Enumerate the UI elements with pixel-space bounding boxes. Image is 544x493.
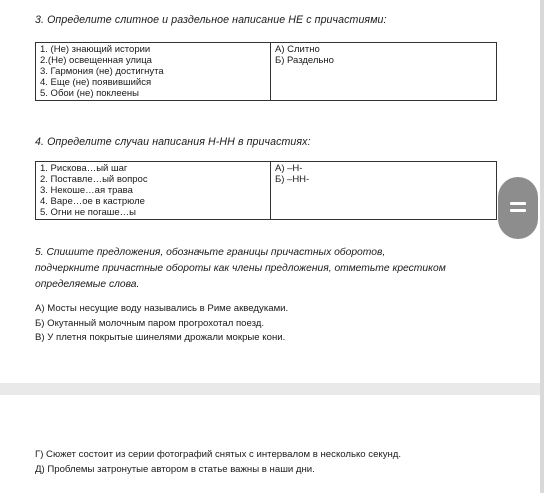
task4-table [35, 161, 497, 220]
page-gap [0, 383, 544, 395]
task5-sentence: Б) Окутанный молочным паром прогрохотал поезд. [35, 318, 265, 329]
task3-item: 1. (Не) знающий истории [40, 44, 151, 55]
task5-sentence: Г) Сюжет состоит из серии фотографий снятых с интервалом в несколько секунд. [35, 449, 402, 460]
task5-sentence: Д) Проблемы затронутые автором в статье важны в наши дни. [35, 464, 315, 475]
task3-heading: 3. Определите слитное и раздельное написание НЕ с причастиями: [35, 14, 387, 26]
task4-item: 3. Некоше…ая трава [40, 185, 133, 196]
task3-item: 4. Еще (не) появившийся [40, 77, 152, 88]
page-bottom [0, 395, 544, 493]
task4-heading: 4. Определите случаи написания Н-НН в причастиях: [35, 136, 311, 148]
task4-option: А) –Н- [275, 163, 303, 174]
scroll-handle[interactable] [498, 177, 538, 239]
task5-instruction-line: 5. Спишите предложения, обозначьте границы причастных оборотов, [35, 247, 386, 258]
task4-item: 2. Поставле…ый вопрос [40, 174, 148, 185]
task4-right-cell [271, 162, 497, 220]
task5-instruction-line: подчеркните причастные обороты как члены предложения, отметьте крестиком [35, 263, 446, 274]
task5-sentence: А) Мосты несущие воду назывались в Риме акведуками. [35, 303, 289, 314]
task5-instruction-line: определяемые слова. [35, 279, 140, 290]
task3-item: 5. Обои (не) поклеены [40, 88, 139, 99]
task4-item: 4. Варе…ое в кастрюле [40, 196, 145, 207]
task3-item: 2.(Не) освещенная улица [40, 55, 152, 66]
task3-option: Б) Раздельно [275, 55, 334, 66]
task5-instruction [35, 245, 505, 293]
task3-item: 3. Гармония (не) достигнута [40, 66, 164, 77]
task4-item: 5. Огни не погаше…ы [40, 207, 136, 218]
task3-table [35, 42, 497, 101]
right-edge [540, 0, 544, 493]
task3-option: А) Слитно [275, 44, 320, 55]
task4-left-cell [36, 162, 271, 220]
task4-item: 1. Рискова…ый шаг [40, 163, 128, 174]
task3-left-cell [36, 43, 271, 101]
task4-option: Б) –НН- [275, 174, 310, 185]
task3-right-cell [271, 43, 497, 101]
task5-sentence: В) У плетня покрытые шинелями дрожали мокрые кони. [35, 332, 286, 343]
